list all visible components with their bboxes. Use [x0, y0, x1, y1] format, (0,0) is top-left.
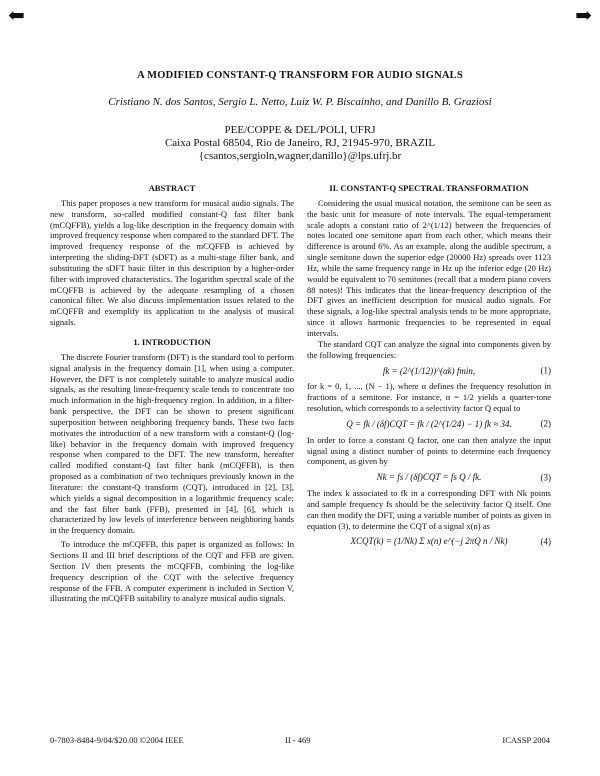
equation-4-body: XCQT(k) = (1/Nk) Σ x(n) e^(−j 2πQ n / Nk) — [350, 536, 508, 547]
emails: {csantos,sergioln,wagner,danillo}@lps.ufrj.br — [198, 150, 402, 162]
section2-paragraph-3: for k = 0, 1, ..., (N − 1), where α defines the frequency resolution in fractions of a semitone. For instance, α = 1/2 yields a quarter-tone resolution, which corresponds to a selectivity factor Q equal to — [307, 381, 551, 414]
section2-paragraph-2: The standard CQT can analyze the signal into components given by the following frequencies: — [307, 338, 551, 360]
equation-3-number: (3) — [540, 472, 551, 483]
equation-1 — [307, 366, 551, 377]
paper-title: A MODIFIED CONSTANT-Q TRANSFORM FOR AUDIO SIGNALS — [137, 70, 463, 81]
section2-heading: II. CONSTANT-Q SPECTRAL TRANSFORMATION — [329, 183, 529, 193]
section2-paragraph-1: Considering the usual musical notation, the semitone can be seen as the basic unit for measure of note intervals. The equal-temperament scale adopts a constant ratio of 2^(1/12) between the frequencies of notes located one semitone apart from each other, which means their difference is around 6%. As an example, along the audible spectrum, a single semitone down the superior edge (20000 Hz) spreads over 1123 Hz, while the same frequency range in Hz up the inferior edge (20 Hz) would be equivalent to 70 semitones (recall that a modern piano covers 88 notes)! This indicates that the linear-frequency description of the DFT gives an inefficient description for musical audio signals. For these signals, a log-like spectral analysis tends to be more appropriate, since it allows harmonic frequencies to be represented in equal intervals. — [307, 197, 551, 338]
equation-2-body: Q = fk / (δf)CQT = fk / (2^(1/24) − 1) fk ≈ 34. — [346, 418, 512, 429]
page-number: II - 469 — [285, 735, 311, 745]
introduction-heading: 1. INTRODUCTION — [133, 336, 211, 347]
intro-paragraph-1: The discrete Fourier transform (DFT) is the standard tool to perform signal analysis in the frequency domain [1], when using a computer. However, the DFT is not completely suitable to analyze musical audio signals, as the resulting linear-frequency scale tends to concentrate too much information in the high-frequency region. In addition, in a filter-bank perspective, the DFT can be shown to present significant superposition between neighboring frequency bands. These two facts motivates the introduction of a new transform with a constant-Q (log-like) behavior in the frequency domain with improved frequency response when compared to the DFT. The new transform, hereafter called modified constant-Q fast filter bank (mCQFFB), is then proposed as a combination of two techniques previously known in the literature: the constant-Q transform (CQT), introduced in [2], [3], which yields a signal decomposition in a logarithmic frequency scale; and the fast filter bank (FFB), presented in [4], [6], which is characterized by low levels of interference between neighboring bands in the frequency domain. — [50, 351, 294, 536]
abstract-heading: ABSTRACT — [148, 183, 196, 193]
intro-paragraph-2: To introduce the mCQFFB, this paper is organized as follows: In Sections II and III brief descriptions of the CQT and FFB are given. Section IV then presents the mCQFFB, combining the log-like frequency description of the CQT with the selective frequency response of the FFB. A computer experiment is included in Section V, illustrating the mCQFFB suitability to analyze musical audio signals. — [50, 539, 294, 604]
equation-3-body: Nk = fs / (δf)CQT = fs Q / fk. — [376, 472, 482, 483]
left-column — [50, 183, 294, 604]
equation-4 — [307, 536, 551, 547]
footer-copyright: 0-7803-8484-9/04/$20.00 ©2004 IEEE — [50, 735, 184, 745]
authors: Cristiano N. dos Santos, Sergio L. Netto, Luiz W. P. Biscainho, and Danillo B. Graziosi — [108, 96, 492, 108]
section2-paragraph-4: In order to force a constant Q factor, one can then analyze the input signal using a distinct number of points to determine each frequency component, as given by — [307, 434, 551, 467]
section2-paragraph-5: The index k associated to fk in a corresponding DFT with Nk points and sample frequency fs should be the selectivity factor Q itself. One can then modify the DFT, using a variable number of points as given in equation (3), to determine the CQT of a signal x(n) as — [307, 488, 551, 531]
equation-3 — [307, 472, 551, 483]
arrow-right-icon[interactable]: ➡ — [575, 5, 592, 27]
equation-1-number: (1) — [540, 365, 551, 376]
equation-2 — [307, 419, 551, 430]
abstract-text: This paper proposes a new transform for musical audio signals. The new transform, so-called modified constant-Q fast filter bank (mCQFFB), yields a log-like description in the frequency domain with improved frequency response when compared to the standard DFT. The improved frequency response of the mCQFFB is achieved by interpreting the sliding-DFT (sDFT) as a multi-stage filter bank, and substituting the sDFT basic filter in this description by a higher-order filter with improved characteristics. The logarithm spectral scale of the mCQFFB is achieved by the adequate resampling of a chosen canonical filter. We also discuss implementation issues related to the mCQFFB and exemplify its application to the analysis of musical signals. — [50, 197, 294, 328]
arrow-left-icon[interactable]: ⬅ — [8, 5, 25, 27]
equation-2-number: (2) — [540, 418, 551, 429]
address: Caixa Postal 68504, Rio de Janeiro, RJ, 21945-970, BRAZIL — [164, 137, 436, 149]
right-column — [307, 183, 551, 552]
affiliation: PEE/COPPE & DEL/POLI, UFRJ — [224, 124, 376, 136]
equation-1-body: fk = (2^(1/12))^(αk) fmin, — [382, 365, 476, 376]
equation-4-number: (4) — [540, 536, 551, 547]
footer-venue: ICASSP 2004 — [502, 735, 550, 745]
